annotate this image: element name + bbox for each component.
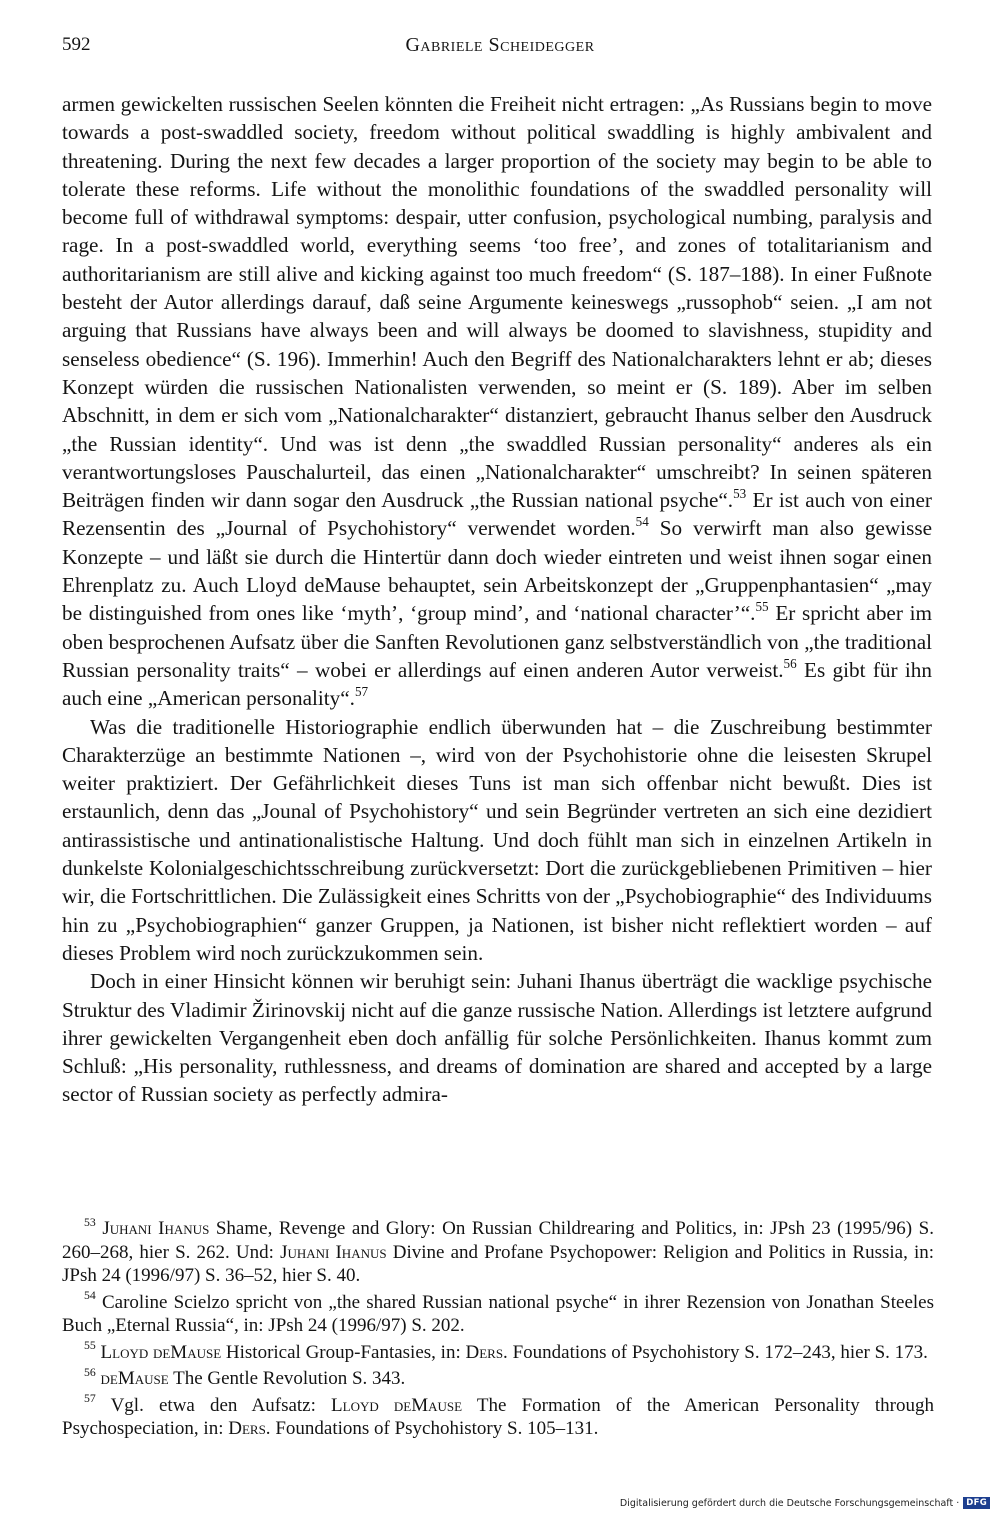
footnote-author: Juhani Ihanus: [102, 1218, 210, 1239]
footnote-55: [62, 1341, 934, 1365]
footnote-text: Caroline Scielzo spricht von „the shared Russian national psyche“ in ihrer Rezension von Jonathan Steeles Buch „Eternal Russia“, in: JPsh 24 (1996/97) S. 202.: [62, 1291, 934, 1336]
footnotes: [62, 1217, 934, 1444]
dfg-logo: DFG: [963, 1497, 990, 1509]
footnote-ref-56[interactable]: 56: [783, 655, 797, 671]
page-header: [62, 34, 938, 62]
footnote-number: 55: [84, 1339, 96, 1352]
footnote-author: deMause: [100, 1368, 169, 1389]
footnote-author: Juhani Ihanus: [280, 1241, 387, 1263]
footnote-ref-55[interactable]: 55: [755, 598, 769, 614]
footnote-text: Divine and Profane Psychopower: Religion and Politics in Russia, in: JPsh 24 (1996/97) S. 36–52, hier S. 40.: [62, 1241, 935, 1286]
footnote-text: Vgl. etwa den Aufsatz:: [110, 1394, 332, 1416]
footnote-text: The Formation of the American Personality through Psychospeciation, in:: [62, 1394, 934, 1439]
footnote-author: Ders.: [228, 1418, 271, 1439]
running-head: Gabriele Scheidegger: [405, 34, 595, 56]
footnote-ref-57[interactable]: 57: [354, 683, 369, 699]
footnote-author: Lloyd deMause: [100, 1341, 222, 1363]
footnote-number: 56: [84, 1365, 96, 1379]
paragraph-3: Doch in einer Hinsicht können wir beruhigt sein: Juhani Ihanus überträgt die wacklige psychische Struktur des Vladimir Žirinovskij nicht auf die ganze russische Nation. Allerdings ist letztere aufgrund ihrer gewickelten Vergangenheit eben doch anfällig für solche Persönlichkeiten. Ihanus kommt zum Schluß: „His personality, ruthlessness, and dreams of domination are shared and accepted by a large sector of Russian society as perfectly admira-: [62, 969, 932, 1107]
text-run: armen gewickelten russischen Seelen könnten die Freiheit nicht ertragen: „As Russians begin to move towards a post-swaddled society, freedom without political swaddling is highly ambivalent and threatening. During the next few decades a larger proportion of the society may begin to be able to tolerate these reforms. Life without the monolithic foundations of the swaddled personality will become full of withdrawal symptoms: despair, utter confusion, psychological numbing, paralysis and rage. In a post-swaddled world, everything seems ‘too free’, and zones of totalitarianism and authoritarianism are still alive and kicking against too much freedom“ (S. 187–188). In einer Fußnote besteht der Autor allerdings darauf, daß seine Argumente keineswegs „russophob“ seien. „I am not arguing that Russians have always been and will always be doomed to slavishness, stupidity and senseless obedience“ (S. 196). Immerhin! Auch den Begriff des Nationalcharakters lehnt er ab; dieses Konzept würden die russischen Nationalisten verwenden, so meint er (S. 189). Aber im selben Abschnitt, in dem er sich vom „Nationalcharakter“ distanziert, gebraucht Ihanus selber den Ausdruck „the Russian identity“. Und was ist denn „the swaddled Russian personality“ anderes als ein verantwortungsloses Pauschalurteil, das einen „Nationalcharakter“ umschreibt? In seinen späteren Beiträgen finden wir dann sogar den Ausdruck „the Russian national psyche“.: [62, 92, 932, 513]
footnote-57: [62, 1394, 934, 1441]
footnote-text: Foundations of Psychohistory S. 172–243, hier S. 173.: [507, 1341, 928, 1363]
page-number: 592: [62, 34, 91, 55]
footnote-author: Ders.: [465, 1341, 508, 1363]
footnote-ref-53[interactable]: 53: [733, 485, 747, 501]
footnote-number: 54: [84, 1289, 96, 1302]
footnote-text: The Gentle Revolution S. 343.: [168, 1368, 406, 1389]
text-run: Er ist auch von einer Rezensentin des „Journal of Psychohistory“ verwendet worden.: [62, 488, 932, 541]
text-run: Er spricht aber im oben besprochenen Aufsatz über die Sanften Revolutionen ganz selbstverständlich von „the traditional Russian personality traits“ – wobei er allerdings auf einen anderen Autor verweist.: [62, 601, 932, 682]
text-run: So verwirft man also gewisse Konzepte – und läßt sie durch die Hintertür dann doch wieder eintreten und weist ihnen sogar einen Ehrenplatz zu. Auch Lloyd deMause behauptet, sein Arbeitskonzept der „Gruppenphantasien“ „may be distinguished from ones like ‘myth’, ‘group mind’, and ‘national character’“.: [62, 516, 932, 626]
footnote-54: [62, 1291, 934, 1338]
footnote-text: Historical Group-Fantasies, in:: [221, 1341, 466, 1363]
body-text: [62, 90, 932, 1109]
text-run: Es gibt für ihn auch eine „American personality“.: [62, 657, 932, 711]
footnote-ref-54[interactable]: 54: [635, 514, 649, 530]
footnote-number: 57: [84, 1392, 96, 1405]
footnote-56: [62, 1367, 934, 1391]
digitization-credit: [620, 1497, 990, 1509]
footnote-text: Shame, Revenge and Glory: On Russian Childrearing and Politics, in: JPsh 23 (1995/96) S. 260–268, hier S. 262. Und:: [62, 1218, 934, 1263]
digitization-credit-text: Digitalisierung gefördert durch die Deutsche Forschungsgemeinschaft ·: [619, 1497, 960, 1509]
footnote-text: Foundations of Psychohistory S. 105–131.: [270, 1418, 599, 1439]
paragraph-2: Was die traditionelle Historiographie endlich überwunden hat – die Zuschreibung bestimmter Charakterzüge an bestimmte Nationen –, wird von der Psychohistorie ohne die leisesten Skrupel weiter praktiziert. Der Gefährlichkeit dieses Tuns ist man sich offenbar nicht bewußt. Dies ist erstaunlich, denn das „Jounal of Psychohistory“ und sein Begründer vertreten an sich eine dezidiert antirassistische und antinationalistische Haltung. Und doch fühlt man sich in einzelnen Artikeln in dunkelste Kolonialgeschichtsschreibung zurückversetzt: Dort die zurückgebliebenen Primitiven – hier wir, die Fortschrittlichen. Die Zulässigkeit eines Schritts von der „Psychobiographie“ des Individuums hin zu „Psychobiographien“ ganzer Gruppen, ja Nationen, ist bisher nicht reflektiert worden – auf dieses Problem wird noch zurückzukommen sein.: [62, 714, 932, 965]
paragraph-1: [62, 90, 932, 713]
footnote-number: 53: [84, 1215, 96, 1229]
footnote-53: [62, 1217, 934, 1288]
footnote-author: Lloyd deMause: [331, 1394, 463, 1416]
